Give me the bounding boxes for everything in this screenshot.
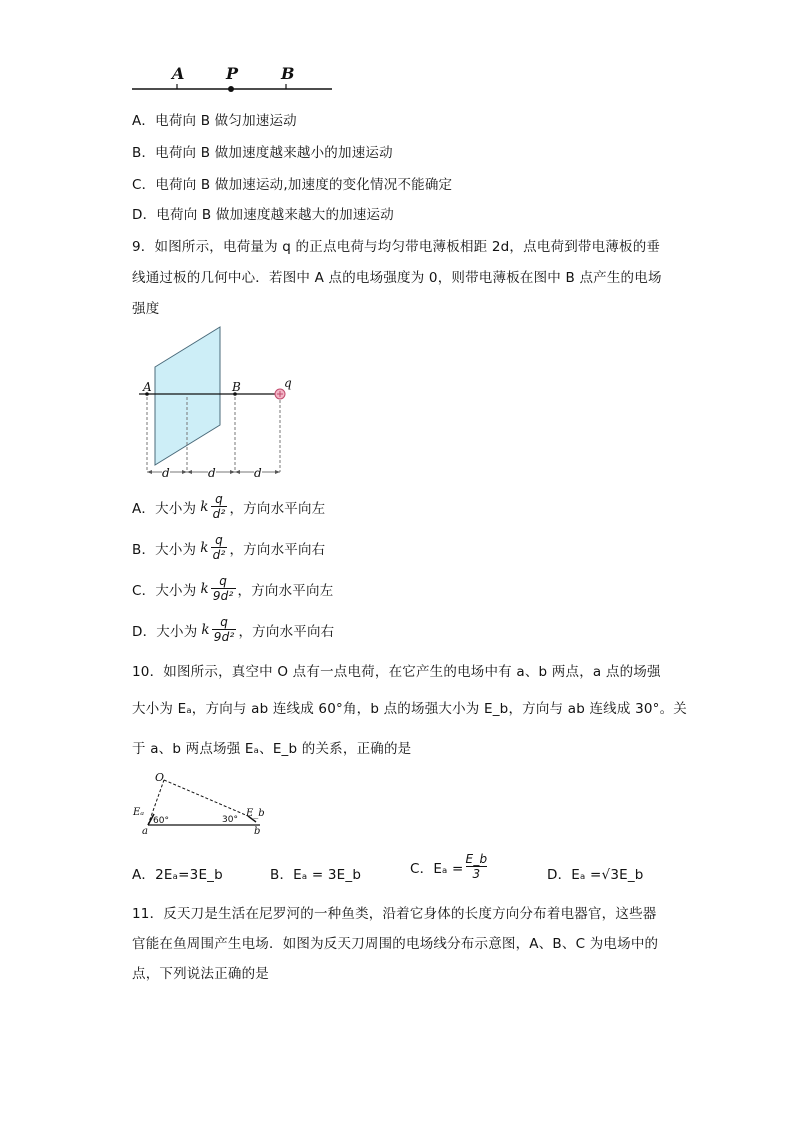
q9-option-a: A．大小为 k $\frac{q}{\text{d²}}$ ，方向水平向左	[132, 492, 326, 521]
q8-option-d: D．电荷向 B 做加速度越来越大的加速运动	[132, 207, 394, 223]
q10-label-angle30: 30°	[222, 815, 238, 825]
q10-option-d: D．Eₐ =√3E_b	[547, 867, 644, 883]
q10-option-a: A．2Eₐ=3E_b	[132, 867, 223, 883]
q8-option-b: B．电荷向 B 做加速度越来越小的加速运动	[132, 145, 393, 161]
q9-stem-line1: 9．如图所示，电荷量为 q 的正点电荷与均匀带电薄板相距 2d，点电荷到带电薄板的垂	[132, 239, 661, 255]
q9-label-d2: d	[208, 466, 216, 480]
q11-stem-line1: 11．反天刀是生活在尼罗河的一种鱼类，沿着它身体的长度方向分布着电器官，这些器	[132, 906, 657, 922]
q10-stem-line3: 于 a、b 两点场强 Eₐ、E_b 的关系，正确的是	[132, 741, 412, 757]
q8-label-b: B	[281, 64, 295, 83]
q9-label-b: B	[232, 380, 241, 394]
q9-figure	[135, 322, 305, 482]
q8-label-a: A	[172, 64, 185, 83]
q10-label-o: O	[155, 771, 165, 784]
q9-stem-line2: 线通过板的几何中心．若图中 A 点的电场强度为 0，则带电薄板在图中 B 点产生的电场	[132, 270, 662, 286]
q11-stem-line2: 官能在鱼周围产生电场．如图为反天刀周围的电场线分布示意图，A、B、C 为电场中的	[132, 936, 659, 952]
q9-option-b: B．大小为 k $\frac{q}{\text{d²}}$ ，方向水平向右	[132, 533, 326, 562]
q10-figure	[130, 770, 270, 840]
q11-stem-line3: 点，下列说法正确的是	[132, 966, 269, 982]
q10-stem-line1: 10．如图所示，真空中 O 点有一点电荷，在它产生的电场中有 a、b 两点，a 点的场强	[132, 664, 661, 680]
q10-option-c: C．Eₐ = $\frac{E\_b}{3}$	[410, 852, 488, 881]
q9-label-q: q	[284, 376, 292, 390]
q10-label-ea: Eₐ	[133, 807, 145, 818]
q10-label-b: b	[254, 826, 261, 837]
q8-option-a: A．电荷向 B 做匀加速运动	[132, 113, 297, 129]
q9-option-d: D．大小为 k $\frac{q}{\text{9d²}}$ ，方向水平向右	[132, 615, 335, 644]
q10-label-angle60: 60°	[153, 816, 169, 826]
q8-option-c: C．电荷向 B 做加速运动,加速度的变化情况不能确定	[132, 177, 453, 193]
q9-label-a: A	[143, 380, 152, 394]
q10-option-b: B．Eₐ = 3E_b	[270, 867, 362, 883]
q9-label-d1: d	[162, 466, 170, 480]
q8-label-p: P	[226, 64, 239, 83]
q10-label-eb: E_b	[246, 808, 265, 819]
q10-stem-line2: 大小为 Eₐ，方向与 ab 连线成 60°角，b 点的场强大小为 E_b，方向与 ab 连线成 30°。关	[132, 701, 687, 717]
q9-label-d3: d	[254, 466, 262, 480]
q9-stem-line3: 强度	[132, 301, 160, 317]
q10-label-a: a	[142, 826, 148, 837]
q9-option-c: C．大小为 k $\frac{q}{\text{9d²}}$ ，方向水平向左	[132, 574, 334, 603]
